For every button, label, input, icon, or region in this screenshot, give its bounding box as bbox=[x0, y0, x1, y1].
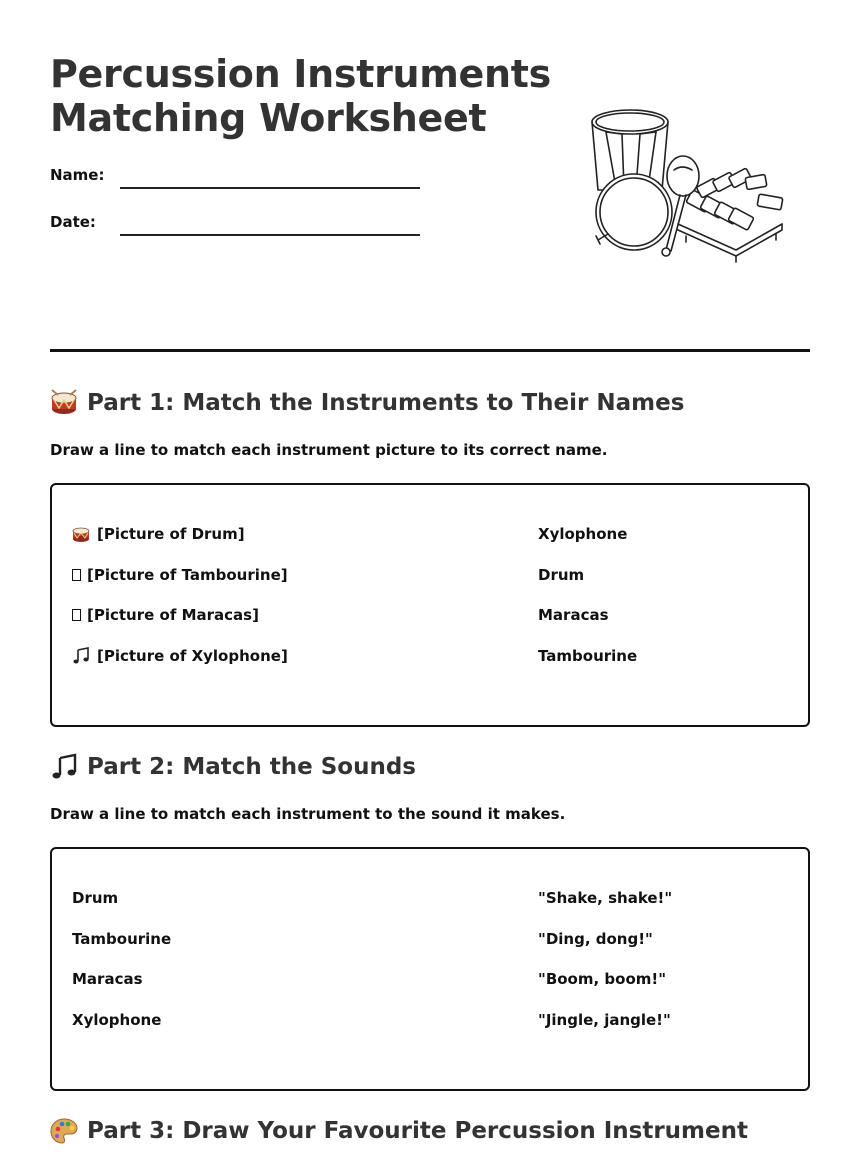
list-item[interactable] bbox=[72, 606, 259, 624]
part1-matching-box bbox=[50, 483, 810, 727]
round-drum-drawing bbox=[596, 174, 672, 250]
worksheet-title bbox=[50, 52, 551, 140]
part2-heading bbox=[50, 753, 416, 781]
list-item[interactable] bbox=[538, 930, 653, 948]
drum-icon bbox=[72, 525, 90, 543]
part1-left-label: [Picture of Maracas] bbox=[87, 606, 259, 624]
title-line-2: Matching Worksheet bbox=[50, 96, 487, 140]
part2-matching-box bbox=[50, 847, 810, 1091]
list-item[interactable] bbox=[538, 1011, 671, 1029]
title-line-1: Percussion Instruments bbox=[50, 52, 551, 96]
part2-heading-text: Part 2: Match the Sounds bbox=[87, 754, 416, 780]
list-item[interactable] bbox=[538, 970, 666, 988]
part1-heading-text: Part 1: Match the Instruments to Their Names bbox=[87, 390, 685, 416]
music-note-icon bbox=[72, 647, 90, 665]
part1-right-label: Xylophone bbox=[538, 525, 628, 543]
list-item[interactable] bbox=[72, 970, 143, 988]
part2-right-label: "Shake, shake!" bbox=[538, 889, 673, 907]
list-item[interactable] bbox=[538, 566, 584, 584]
part2-left-label: Drum bbox=[72, 889, 119, 907]
section-divider bbox=[50, 349, 810, 352]
list-item[interactable] bbox=[72, 647, 288, 665]
list-item[interactable] bbox=[72, 889, 118, 907]
music-note-icon bbox=[50, 753, 78, 781]
part2-right-label: "Boom, boom!" bbox=[538, 970, 667, 988]
missing-glyph-icon bbox=[72, 609, 81, 621]
part1-right-label: Maracas bbox=[538, 606, 609, 624]
part1-left-label: [Picture of Drum] bbox=[97, 525, 245, 543]
list-item[interactable] bbox=[72, 1011, 161, 1029]
list-item[interactable] bbox=[538, 525, 627, 543]
drum-icon bbox=[50, 389, 78, 417]
part2-left-label: Xylophone bbox=[72, 1011, 162, 1029]
part1-right-label: Tambourine bbox=[538, 647, 638, 665]
part2-right-label: "Ding, dong!" bbox=[538, 930, 653, 948]
part2-right-label: "Jingle, jangle!" bbox=[538, 1011, 671, 1029]
percussion-instruments-illustration bbox=[586, 100, 792, 264]
palette-icon bbox=[50, 1117, 78, 1145]
part2-instructions: Draw a line to match each instrument to the sound it makes. bbox=[50, 805, 566, 823]
list-item[interactable] bbox=[72, 525, 245, 543]
part3-heading-text: Part 3: Draw Your Favourite Percussion Instrument bbox=[87, 1118, 748, 1144]
list-item[interactable] bbox=[72, 930, 171, 948]
part2-left-label: Tambourine bbox=[72, 930, 172, 948]
part1-left-label: [Picture of Tambourine] bbox=[87, 566, 288, 584]
name-write-line[interactable] bbox=[120, 187, 420, 189]
name-label: Name: bbox=[50, 166, 105, 184]
missing-glyph-icon bbox=[72, 569, 81, 581]
part2-left-label: Maracas bbox=[72, 970, 143, 988]
part1-heading bbox=[50, 389, 684, 417]
part1-instructions: Draw a line to match each instrument picture to its correct name. bbox=[50, 441, 608, 459]
part1-left-label: [Picture of Xylophone] bbox=[97, 647, 288, 665]
date-write-line[interactable] bbox=[120, 234, 420, 236]
list-item[interactable] bbox=[538, 889, 672, 907]
part1-right-label: Drum bbox=[538, 566, 585, 584]
part3-heading bbox=[50, 1117, 748, 1145]
list-item[interactable] bbox=[72, 566, 288, 584]
list-item[interactable] bbox=[538, 647, 637, 665]
list-item[interactable] bbox=[538, 606, 609, 624]
date-label: Date: bbox=[50, 213, 96, 231]
